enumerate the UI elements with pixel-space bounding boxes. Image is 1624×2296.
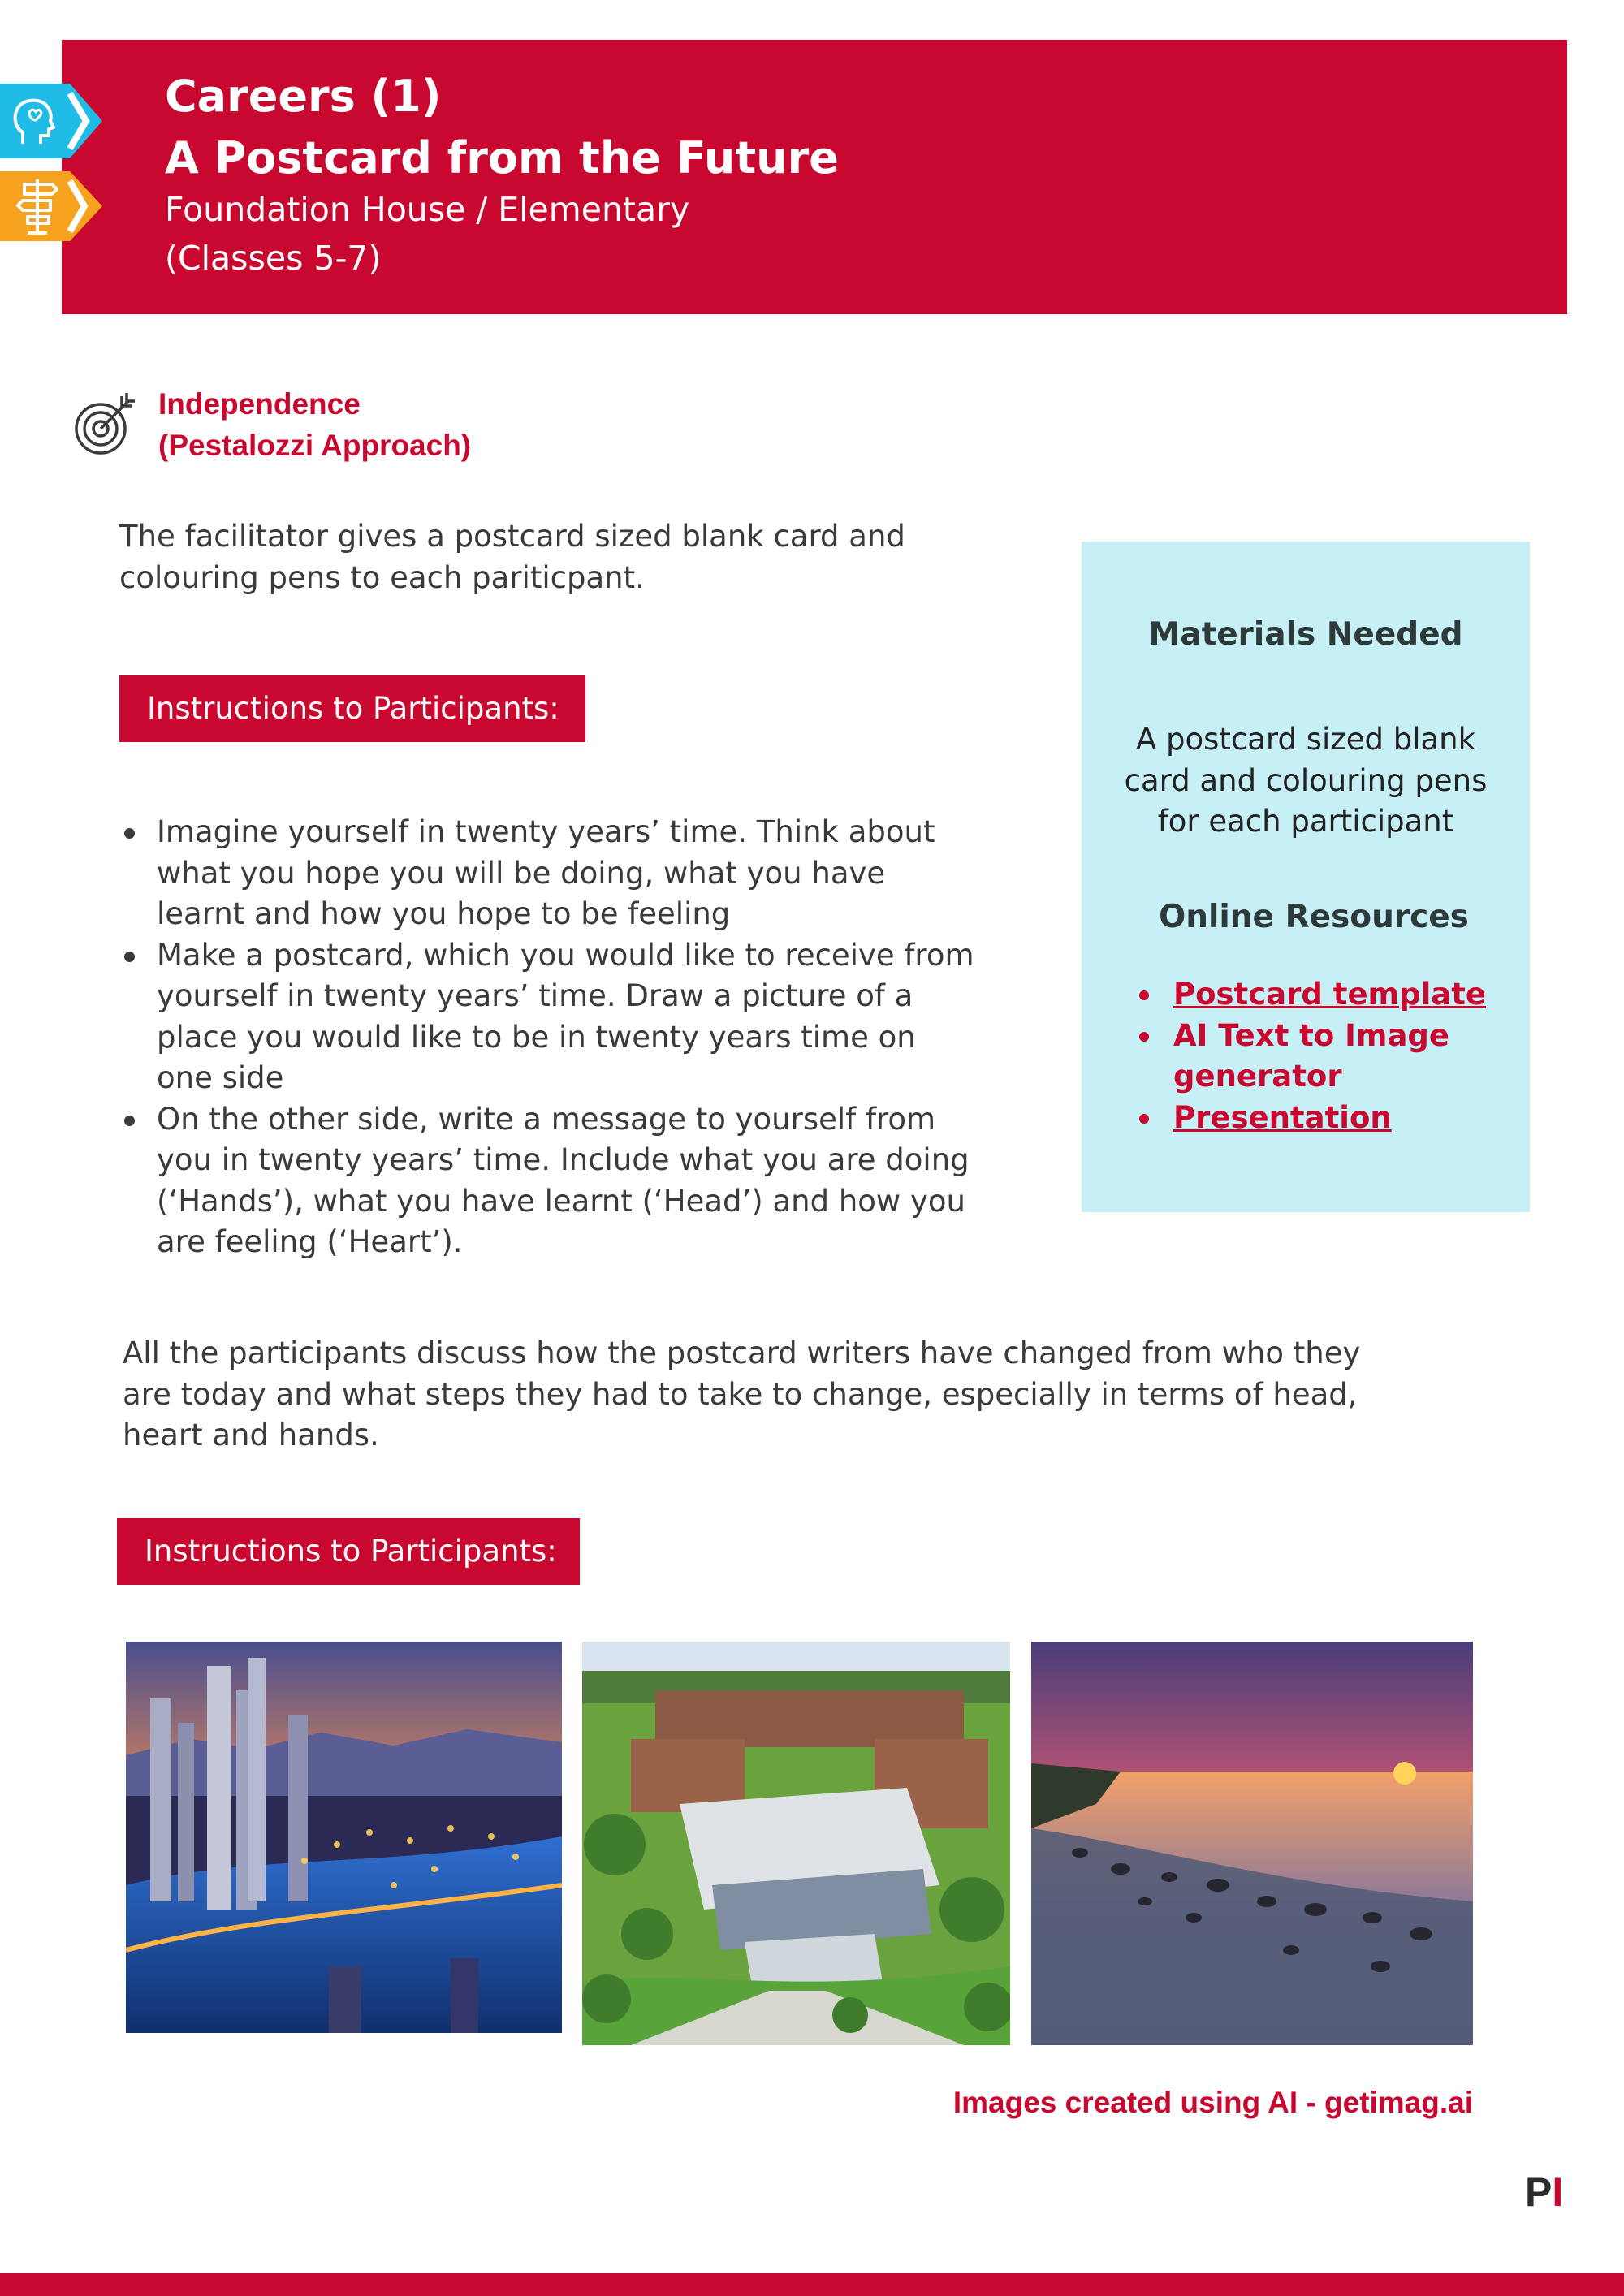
campus-building-image: [582, 1642, 1010, 2045]
footer-bar: [0, 2273, 1624, 2296]
instruction-item: On the other side, write a message to yourself from you in twenty years’ time. Include what you are doing (‘Hands’), what you have learnt (‘Head’) and how you are feeling (‘Heart’).: [119, 1099, 980, 1263]
postcard-template-link[interactable]: Postcard template: [1173, 977, 1487, 1012]
instructions-label-1: Instructions to Participants:: [119, 675, 585, 742]
logo-letter-i: I: [1552, 2169, 1564, 2215]
direction-tab: [0, 171, 102, 246]
independence-label: [158, 383, 471, 466]
head-heart-tab: [0, 84, 102, 158]
independence-line2: (Pestalozzi Approach): [158, 429, 472, 462]
beach-sunset-image: [1031, 1642, 1473, 2045]
resource-item: [1137, 1098, 1518, 1139]
resource-item: [1137, 1016, 1518, 1098]
subtitle-line2: (Classes 5-7): [165, 239, 382, 278]
resources-list: [1137, 974, 1518, 1138]
instructions-list: [119, 812, 980, 1263]
image-credit: Images created using AI - getimag.ai: [952, 2086, 1473, 2119]
presentation-link[interactable]: Presentation: [1173, 1099, 1392, 1135]
title-line2: A Postcard from the Future: [165, 132, 839, 183]
target-arrow-icon: [71, 393, 136, 458]
logo-letter-p: P: [1525, 2169, 1553, 2215]
materials-heading: Materials Needed: [1148, 616, 1463, 653]
resources-heading: Online Resources: [1159, 899, 1469, 935]
independence-line1: Independence: [158, 387, 361, 421]
ai-generator-text: AI Text to Image generator: [1173, 1017, 1449, 1094]
discussion-text: All the participants discuss how the postcard writers have changed from who they are today and what steps they had to take to change, especially in terms of head, heart and hands.: [123, 1336, 1361, 1452]
instruction-item: Make a postcard, which you would like to receive from yourself in twenty years’ time. Draw a picture of a place you would like to be in twenty years time on one side: [119, 935, 980, 1099]
pi-logo: [1525, 2169, 1563, 2215]
materials-text: A postcard sized blank card and colouring pens for each participant: [1124, 722, 1488, 839]
intro-text: The facilitator gives a postcard sized blank card and colouring pens to each pariticpant.: [119, 519, 905, 595]
city-skyline-image: [126, 1642, 562, 2033]
instructions-label-2: Instructions to Participants:: [117, 1518, 580, 1585]
instruction-item: Imagine yourself in twenty years’ time. Think about what you hope you will be doing, what you have learnt and how you hope to be feeling: [119, 812, 980, 935]
title-line1: Careers (1): [165, 71, 442, 122]
resource-item: [1137, 974, 1518, 1016]
subtitle-line1: Foundation House / Elementary: [165, 190, 690, 229]
